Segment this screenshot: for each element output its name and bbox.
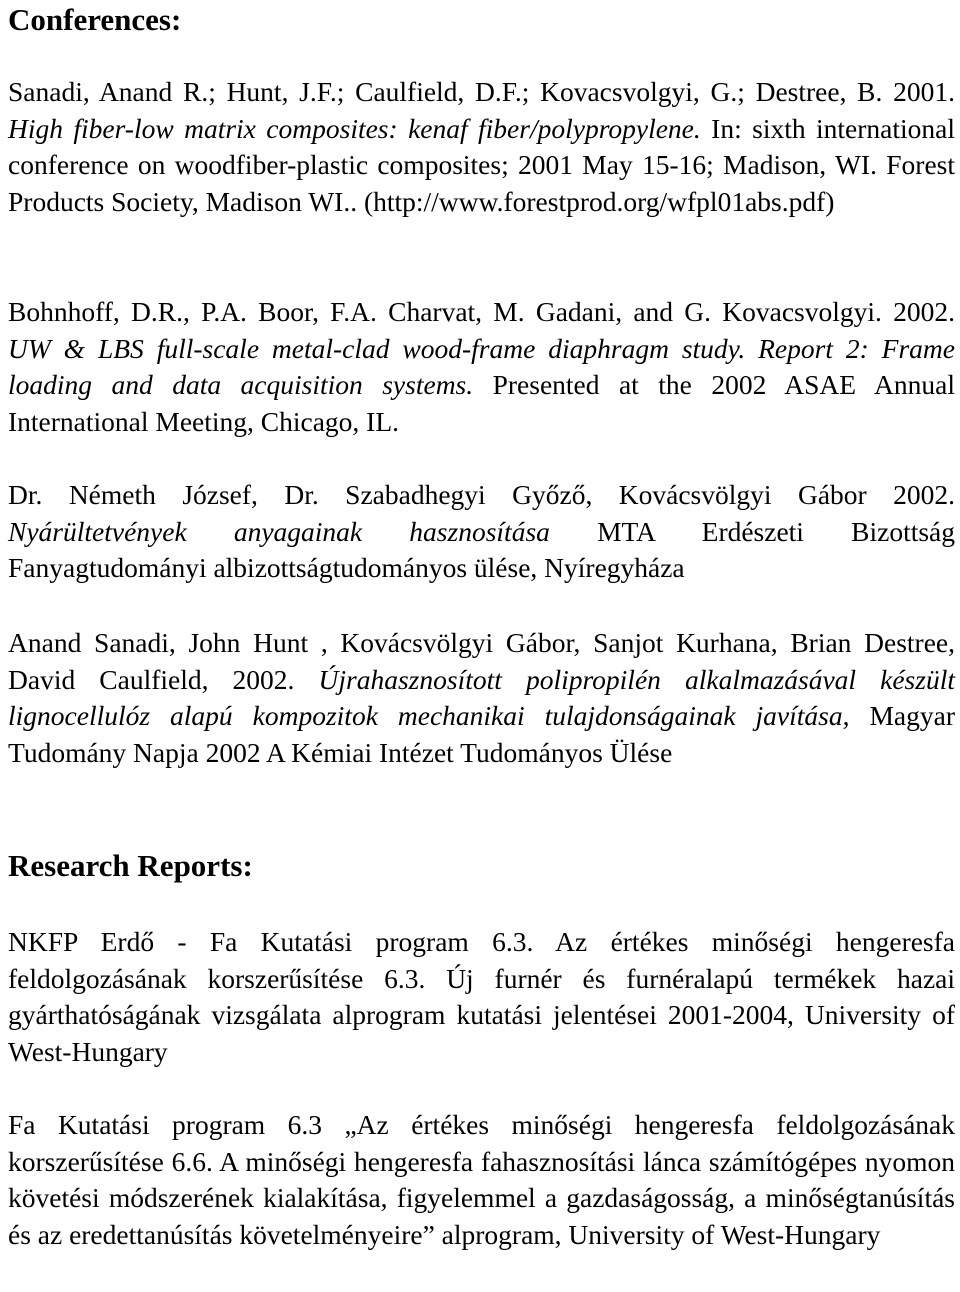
research-reports-heading: Research Reports: [8, 848, 253, 883]
reference-source: , Magyar Tudomány Napja 2002 A Kémiai Intézet Tudományos Ülése [8, 700, 955, 768]
reference-title: Nyárültetvények anyagainak hasznosítása [8, 515, 550, 547]
conference-reference [8, 625, 955, 771]
conference-reference [8, 294, 955, 440]
research-report: Fa Kutatási program 6.3 „Az értékes minőségi hengeresfa feldolgozásának korszerűsítése 6.6. A minőségi hengeresfa fahasznosítási lánca számítógépes nyomon követési módszerének kialakítása, figyelemmel a gazdaságosság, a minőségtanúsítás és az eredettanúsítás követelményeire” alprogram, University of West-Hungary [8, 1109, 955, 1250]
research-report: NKFP Erdő - Fa Kutatási program 6.3. Az értékes minőségi hengeresfa feldolgozásának korszerűsítése 6.3. Új furnér és furnéralapú termékek hazai gyárthatóságának vizsgálata alprogram kutatási jelentései 2001-2004, University of West-Hungary [8, 926, 955, 1067]
reference-source: Presented at the 2002 ASAE Annual International Meeting, Chicago, IL. [8, 369, 955, 437]
reference-title: UW & LBS full-scale metal-clad wood-frame diaphragm study. Report 2: Frame loading and data acquisition systems. [8, 332, 955, 401]
reference-authors: Anand Sanadi, John Hunt , Kovácsvölgyi Gábor, Sanjot Kurhana, Brian Destree, David Caulfield, 2002. [8, 627, 955, 695]
reference-authors: Bohnhoff, D.R., P.A. Boor, F.A. Charvat, M. Gadani, and G. Kovacsvolgyi. 2002. [8, 296, 955, 327]
reference-title: Újrahasznosított polipropilén alkalmazásával készült lignocellulóz alapú kompozitok mechanikai tulajdonságainak javítása [8, 663, 955, 732]
conference-reference [8, 477, 955, 587]
reference-source: In: sixth international conference on woodfiber-plastic composites; 2001 May 15-16; Madison, WI. Forest Products Society, Madison WI.. (http://www.forestprod.org/wfpl01abs.pdf) [8, 112, 955, 217]
reference-source: MTA Erdészeti Bizottság Fanyagtudományi albizottságtudományos ülése, Nyíregyháza [8, 515, 956, 584]
conference-reference [8, 74, 955, 220]
reference-authors: Dr. Németh József, Dr. Szabadhegyi Győző, Kovácsvölgyi Gábor 2002. [8, 479, 955, 510]
reference-title: High fiber-low matrix composites: kenaf fiber/polypropylene. [8, 112, 701, 144]
conferences-heading: Conferences: [8, 2, 182, 37]
reference-authors: Sanadi, Anand R.; Hunt, J.F.; Caulfield, D.F.; Kovacsvolgyi, G.; Destree, B. 2001. [8, 76, 955, 107]
